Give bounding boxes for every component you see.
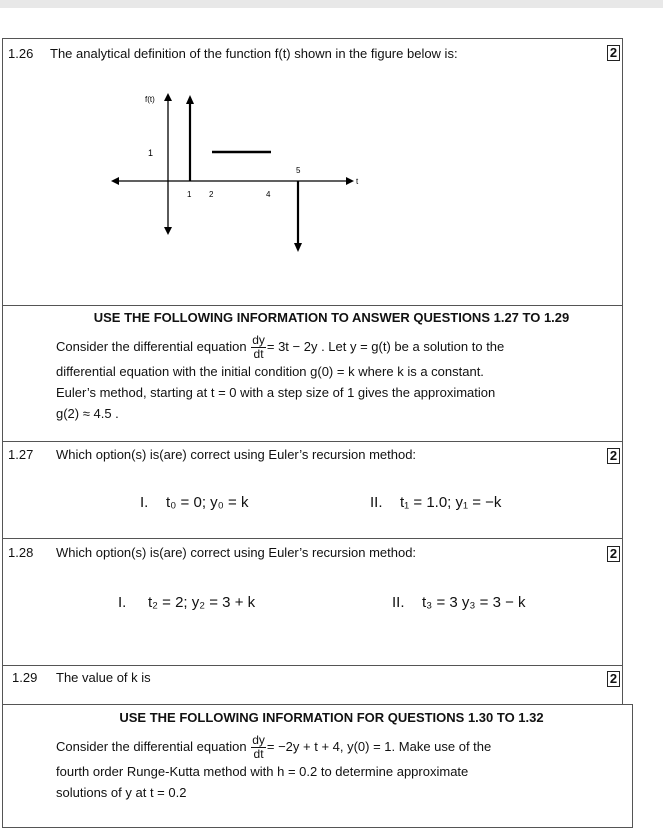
info-paragraph-1 <box>56 334 626 424</box>
x-axis-right-arrow <box>346 177 354 185</box>
info-paragraph-2 <box>56 734 626 803</box>
option-label-i: I. <box>140 494 149 511</box>
x-tick-label-2: 2 <box>209 190 214 199</box>
impulse-up-arrow <box>186 95 194 104</box>
option-ii: t₁ = 1.0; y₁ = −k <box>400 494 502 511</box>
marks-badge: 2 <box>607 671 620 687</box>
impulse-down-arrow <box>294 243 302 252</box>
info1-line4: g(2) ≈ 4.5 . <box>56 406 119 421</box>
top-bar <box>0 0 663 8</box>
derivative-fraction <box>251 334 266 361</box>
question-number: 1.29 <box>12 670 38 685</box>
option-ii: t₃ = 3 y₃ = 3 − k <box>422 594 526 611</box>
y-axis-down-arrow <box>164 227 172 235</box>
option-label-ii: II. <box>370 494 383 511</box>
function-graph <box>0 80 663 340</box>
info1-line1-after: = 3t − 2y . Let y = g(t) be a solution to the <box>266 338 505 354</box>
option-i: t₀ = 0; y₀ = k <box>166 494 249 511</box>
info1-line1-before: Consider the differential equation <box>56 338 247 354</box>
info1-line2: differential equation with the initial condition g(0) = k where k is a constant. <box>56 364 484 379</box>
x-tick-label-5: 5 <box>296 166 301 175</box>
question-text: Which option(s) is(are) correct using Euler’s recursion method: <box>56 545 417 560</box>
option-label-i: I. <box>118 594 127 611</box>
x-tick-label-4: 4 <box>266 190 271 199</box>
marks-badge: 2 <box>607 448 620 464</box>
info2-line1-after: = −2y + t + 4, y(0) = 1. Make use of the <box>266 738 492 754</box>
frac-denominator: dt <box>253 747 264 761</box>
question-number: 1.27 <box>8 447 34 462</box>
y-axis-label: f(t) <box>145 95 155 104</box>
x-tick-label-1: 1 <box>187 190 192 199</box>
question-text: The analytical definition of the function f(t) shown in the figure below is: <box>50 46 458 61</box>
question-text: The value of k is <box>56 670 151 685</box>
info2-line3: solutions of y at t = 0.2 <box>56 785 187 800</box>
question-text: Which option(s) is(are) correct using Euler’s recursion method: <box>56 447 417 462</box>
y-tick-label: 1 <box>148 148 154 158</box>
info2-line2: fourth order Runge-Kutta method with h = 0.2 to determine approximate <box>56 764 469 779</box>
info-heading-1: USE THE FOLLOWING INFORMATION TO ANSWER QUESTIONS 1.27 TO 1.29 <box>93 310 570 325</box>
derivative-fraction <box>251 734 266 761</box>
frac-denominator: dt <box>253 347 264 361</box>
option-i: t₂ = 2; y₂ = 3 + k <box>148 594 256 611</box>
info2-line1-before: Consider the differential equation <box>56 738 247 754</box>
x-axis-label: t <box>356 177 359 186</box>
option-label-ii: II. <box>392 594 405 611</box>
marks-badge: 2 <box>607 546 620 562</box>
x-axis-left-arrow <box>111 177 119 185</box>
info1-line3: Euler’s method, starting at t = 0 with a step size of 1 gives the approximation <box>56 385 496 400</box>
info-heading-2: USE THE FOLLOWING INFORMATION FOR QUESTIONS 1.30 TO 1.32 <box>119 710 544 725</box>
marks-badge: 2 <box>607 45 620 61</box>
frac-numerator: dy <box>252 733 265 747</box>
question-number: 1.28 <box>8 545 34 560</box>
y-axis-up-arrow <box>164 93 172 101</box>
frac-numerator: dy <box>252 333 265 347</box>
question-number: 1.26 <box>8 46 34 61</box>
